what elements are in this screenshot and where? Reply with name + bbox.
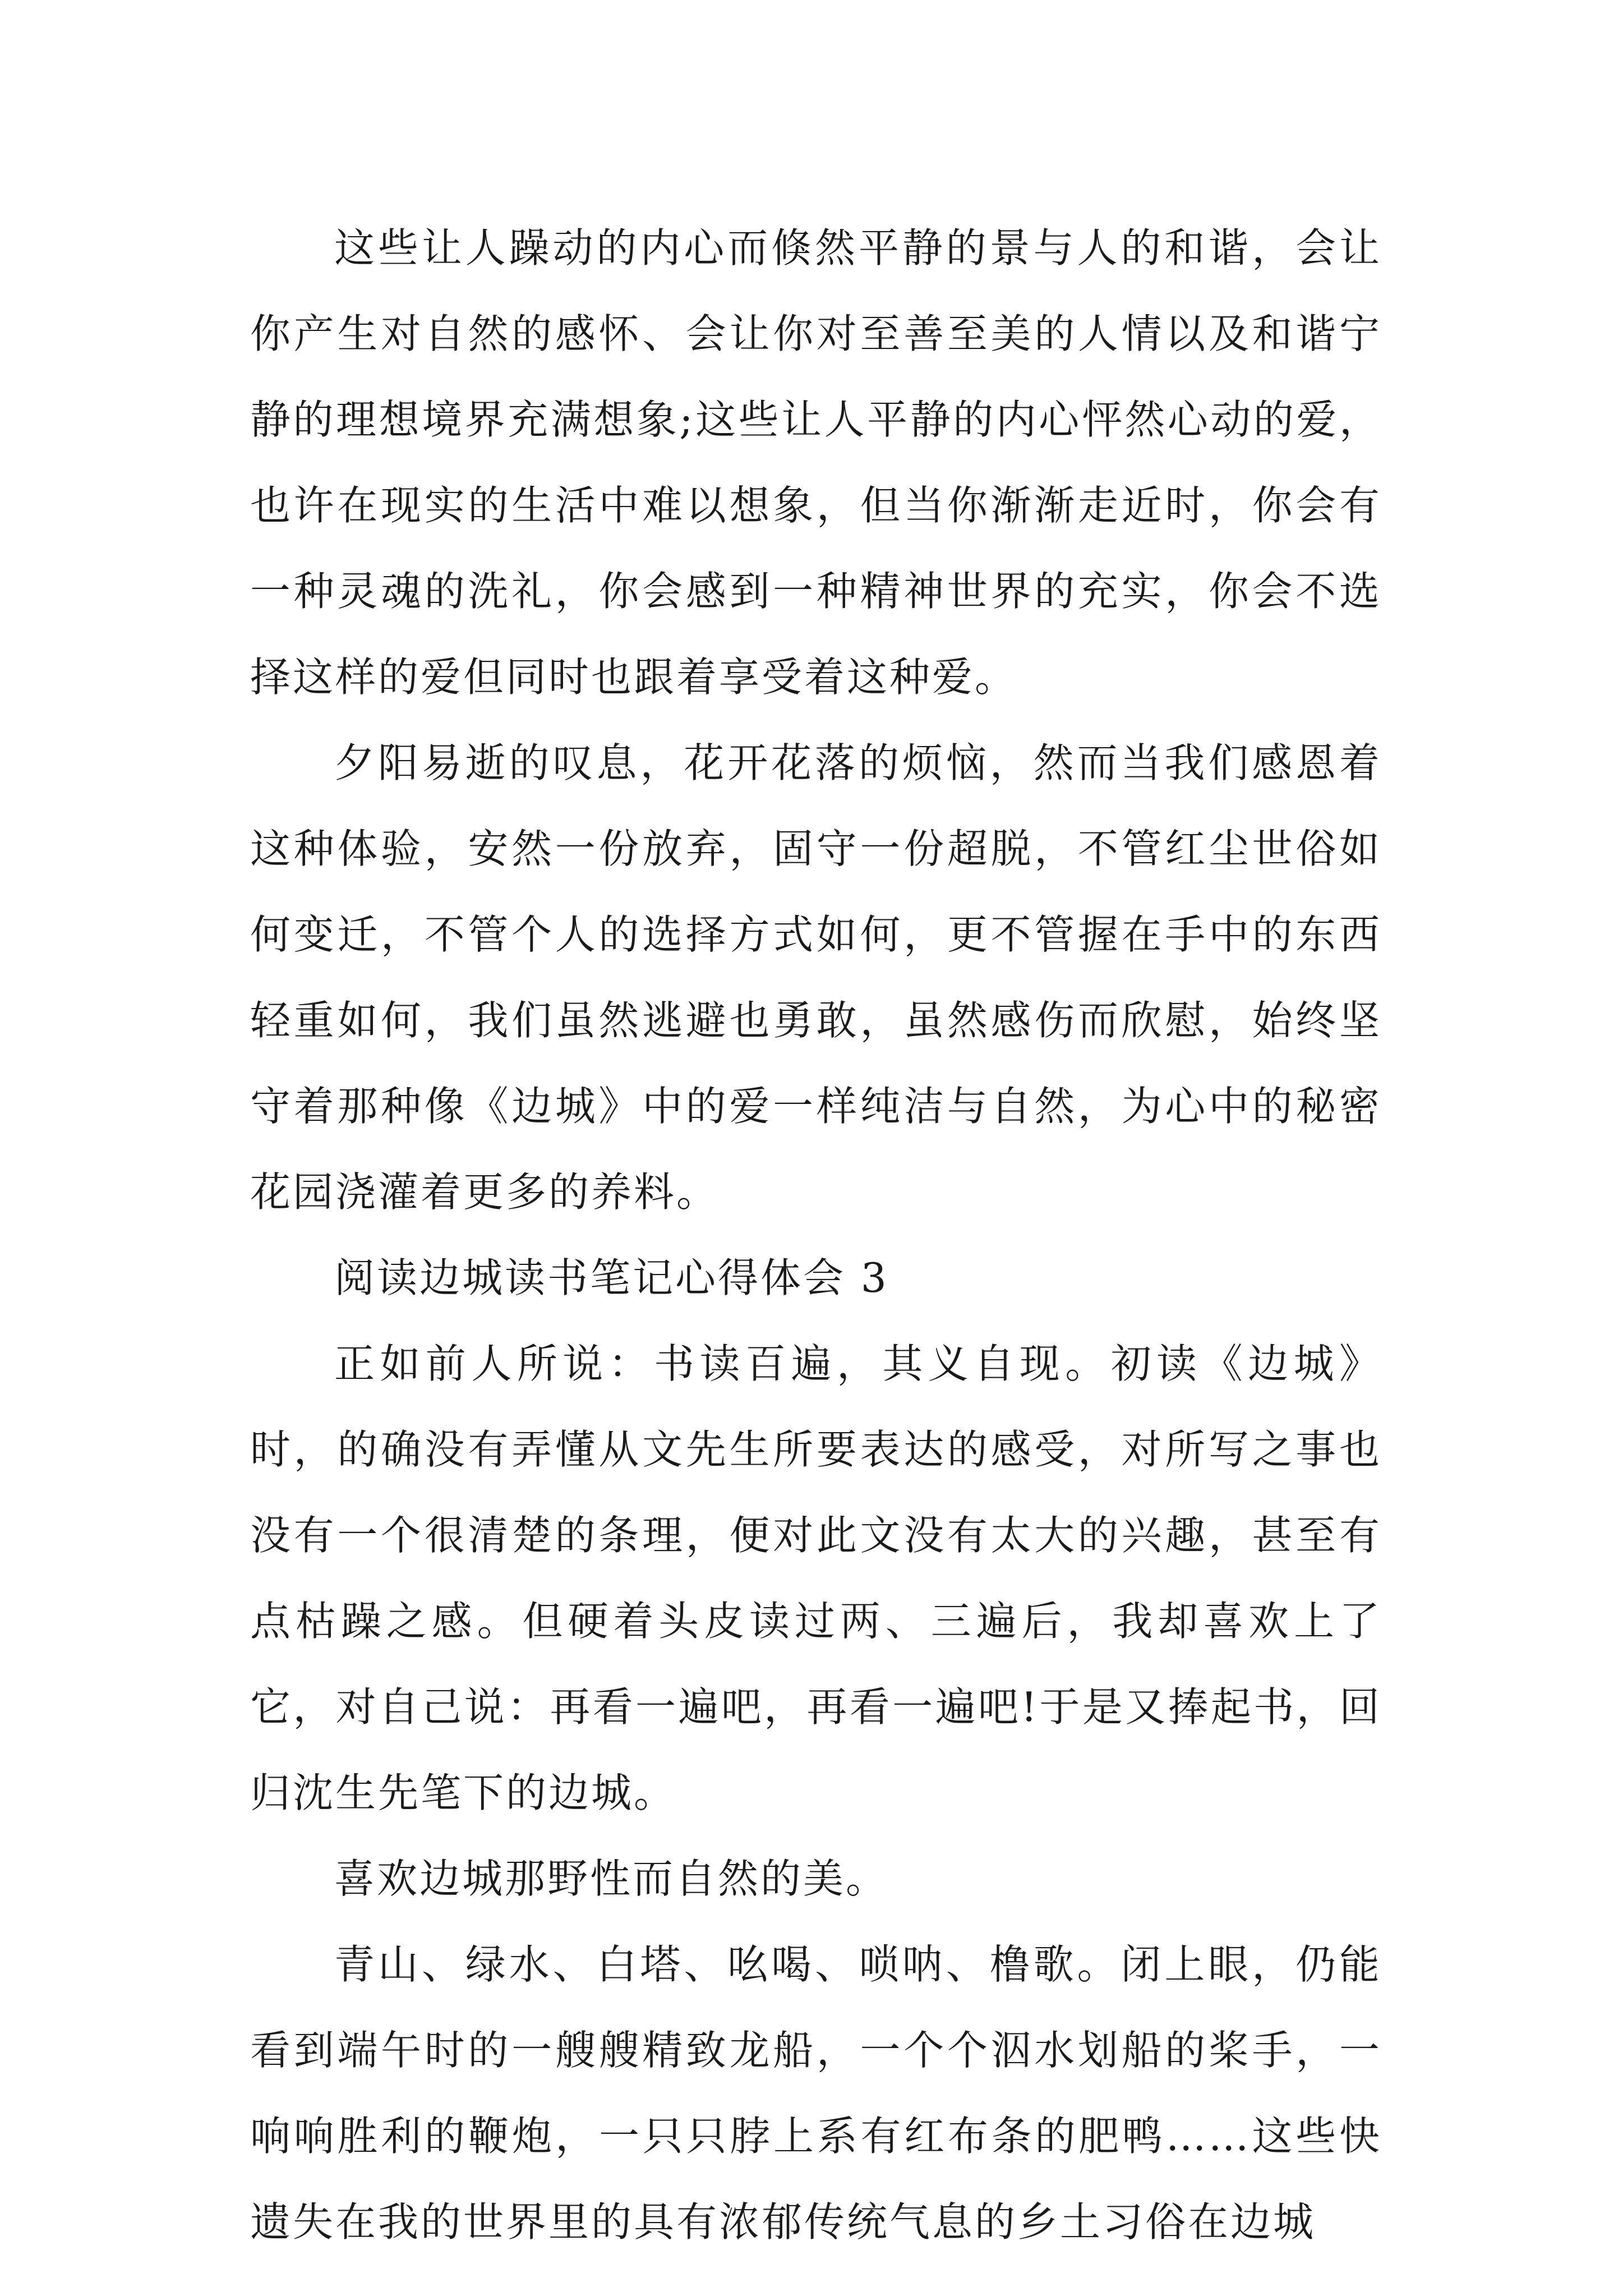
paragraph-4: 喜欢边城那野性而自然的美。 bbox=[334, 1855, 889, 1902]
paragraph-3: 正如前人所说：书读百遍，其义自现。初读《边城》时，的确没有弄懂从文先生所要表达的感受，对所写之事也没有一个很清楚的条理，便对此文没有太大的兴趣，甚至有点枯躁之感。但硬着头皮读过两、三遍后，我却喜欢上了它，对自己说：再看一遍吧，再看一遍吧!于是又捧起书，回归沈生先笔下的边城。 bbox=[250, 1340, 1382, 1816]
paragraph-1: 这些让人躁动的内心而倏然平静的景与人的和谐，会让你产生对自然的感怀、会让你对至善至美的人情以及和谐宁静的理想境界充满想象;这些让人平静的内心怦然心动的爱，也许在现实的生活中难以想象，但当你渐渐走近时，你会有一种灵魂的洗礼，你会感到一种精神世界的充实，你会不选择这样的爱但同时也跟着享受着这种爱。 bbox=[250, 224, 1382, 701]
paragraph-2: 夕阳易逝的叹息，花开花落的烦恼，然而当我们感恩着这种体验，安然一份放弃，固守一份超脱，不管红尘世俗如何变迁，不管个人的选择方式如何，更不管握在手中的东西轻重如何，我们虽然逃避也勇敢，虽然感伤而欣慰，始终坚守着那种像《边城》中的爱一样纯洁与自然，为心中的秘密花园浇灌着更多的养料。 bbox=[250, 739, 1382, 1216]
section-heading: 阅读边城读书笔记心得体会 3 bbox=[334, 1254, 889, 1301]
paragraph-5: 青山、绿水、白塔、吆喝、唢呐、橹歌。闭上眼，仍能看到端午时的一艘艘精致龙船，一个个泅水划船的桨手，一响响胜利的鞭炮，一只只脖上系有红布条的肥鸭……这些快遗失在我的世界里的具有浓郁传统气息的乡土习俗在边城 bbox=[250, 1941, 1382, 2246]
document-body bbox=[250, 205, 1382, 2265]
